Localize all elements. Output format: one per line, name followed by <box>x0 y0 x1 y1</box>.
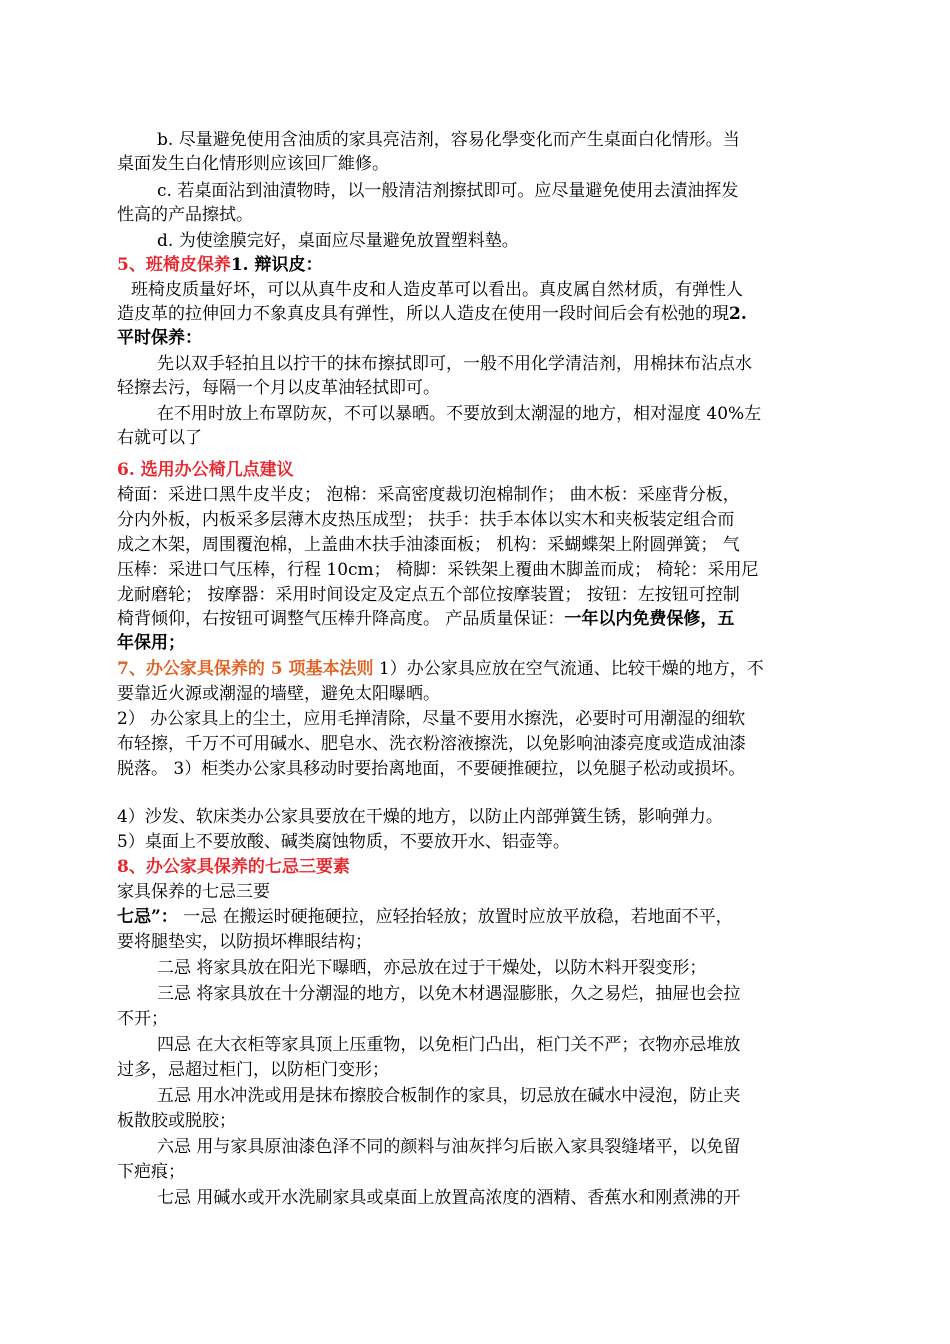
text-line: 先以双手轻拍且以拧干的抹布擦拭即可，一般不用化学清洁剂，用棉抹布沾点水 <box>157 354 752 374</box>
text-line: 性高的产品擦拭。 <box>117 205 253 225</box>
label-qiji: 七忌”： <box>117 907 178 927</box>
text-line: 压棒：采进口气压棒，行程 10cm； 椅脚：采铁架上覆曲木脚盖而成； 椅轮：采用尼 <box>117 560 759 580</box>
text-line <box>117 607 837 631</box>
text-line: 二忌 将家具放在阳光下曝晒，亦忌放在过于干燥处，以防木料开裂变形； <box>157 958 707 978</box>
text-line: 右就可以了 <box>117 428 202 448</box>
text-line: 七忌 用碱水或开水洗刷家具或桌面上放置高浓度的酒精、香蕉水和刚煮沸的开 <box>157 1188 741 1208</box>
section-title: 7、办公家具保养的 5 项基本法则 <box>117 659 374 679</box>
text-line: 三忌 将家具放在十分潮湿的地方，以免木材遇湿膨胀，久之易烂，抽屉也会拉 <box>157 984 741 1004</box>
text-line: 轻擦去污，每隔一个月以皮革油轻拭即可。 <box>117 378 440 398</box>
text-span: 造皮革的拉伸回力不象真皮具有弹性，所以人造皮在使用一段时间后会有松弛的現 <box>117 304 729 324</box>
section-title: 6. 选用办公椅几点建议 <box>117 460 294 480</box>
text-line: c. 若桌面沾到油漬物時，以一般清洁剂擦拭即可。应尽量避免使用去漬油挥发 <box>157 181 739 201</box>
text-line: 分内外板，内板采多层薄木皮热压成型； 扶手：扶手本体以实木和夹板装定组合而 <box>117 510 735 530</box>
text-line: b. 尽量避免使用含油质的家具亮洁剂，容易化學变化而产生桌面白化情形。当 <box>157 130 740 150</box>
text-line: 板散胶或脱胶； <box>117 1111 236 1131</box>
text-line: 四忌 在大衣柜等家具顶上压重物，以免柜门凸出，柜门关不严；衣物亦忌堆放 <box>157 1035 741 1055</box>
text-line: 下疤痕； <box>117 1162 185 1182</box>
text-line: 在不用时放上布罩防灰，不可以暴晒。不要放到太潮湿的地方，相对湿度 40%左 <box>157 404 762 424</box>
text-line: 桌面发生白化情形则应该回厂維修。 <box>117 154 389 174</box>
text-line: 年保用； <box>117 633 185 653</box>
text-line: 脱落。 3）柜类办公家具移动时要抬离地面，不要硬推硬拉，以免腿子松动或损坏。 <box>117 759 746 779</box>
text-line: 成之木架，周围覆泡棉，上盖曲木扶手油漆面板； 机构：采蝴蝶架上附圆弹簧； 气 <box>117 535 740 555</box>
text-line <box>117 905 837 929</box>
text-span: 一忌 在搬运时硬拖硬拉，应轻抬轻放；放置时应放平放稳，若地面不平， <box>177 907 733 927</box>
text-line: 要靠近火源或潮湿的墙壁，避免太阳曝晒。 <box>117 684 440 704</box>
section-heading <box>117 657 837 681</box>
text-line: d. 为使塗膜完好，桌面应尽量避免放置塑料墊。 <box>157 231 519 251</box>
text-line: 龙耐磨轮； 按摩器：采用时间设定及定点五个部位按摩装置； 按钮：左按钮可控制 <box>117 585 740 605</box>
text-line: 4）沙发、软床类办公家具要放在干燥的地方，以防止内部弹簧生锈，影响弹力。 <box>117 807 723 827</box>
subsection-title: 1. 辩识皮： <box>230 255 323 275</box>
text-line: 家具保养的七忌三要 <box>117 882 270 902</box>
text-line: 过多，忌超过柜门，以防柜门变形； <box>117 1060 389 1080</box>
text-line: 班椅皮质量好坏，可以从真牛皮和人造皮革可以看出。真皮属自然材质，有弹性人 <box>131 280 743 300</box>
text-span: 椅背倾仰，右按钮可调整气压棒升降高度。 产品质量保证： <box>117 609 565 629</box>
warranty-text: 一年以内免费保修，五 <box>564 609 735 629</box>
text-line: 六忌 用与家具原油漆色泽不同的颜料与油灰拌匀后嵌入家具裂缝堵平，以免留 <box>157 1137 741 1157</box>
section-heading <box>117 253 837 277</box>
subsection-number: 2. <box>729 304 747 324</box>
text-line: 要将腿垫实，以防损坏榫眼结构； <box>117 932 372 952</box>
subsection-title: 平时保养： <box>117 328 202 348</box>
text-line: 布轻擦，千万不可用碱水、肥皂水、洗衣粉溶液擦洗，以免影响油漆亮度或造成油漆 <box>117 734 746 754</box>
section-title: 8、办公家具保养的七忌三要素 <box>117 857 350 877</box>
text-line: 5）桌面上不要放酸、碱类腐蚀物质，不要放开水、铝壶等。 <box>117 832 570 852</box>
text-line: 不开； <box>117 1009 168 1029</box>
text-line: 五忌 用水冲洗或用是抹布擦胶合板制作的家具，切忌放在碱水中浸泡，防止夹 <box>157 1086 741 1106</box>
text-line <box>117 302 837 326</box>
text-span: 1）办公家具应放在空气流通、比较干燥的地方，不 <box>373 659 764 679</box>
text-line: 2） 办公家具上的尘土，应用毛掸清除，尽量不要用水擦洗，必要时可用潮湿的细软 <box>117 709 746 729</box>
text-line: 椅面：采进口黑牛皮半皮； 泡棉：采高密度裁切泡棉制作； 曲木板：采座背分板， <box>117 485 740 505</box>
section-title: 5、班椅皮保养 <box>117 255 231 275</box>
